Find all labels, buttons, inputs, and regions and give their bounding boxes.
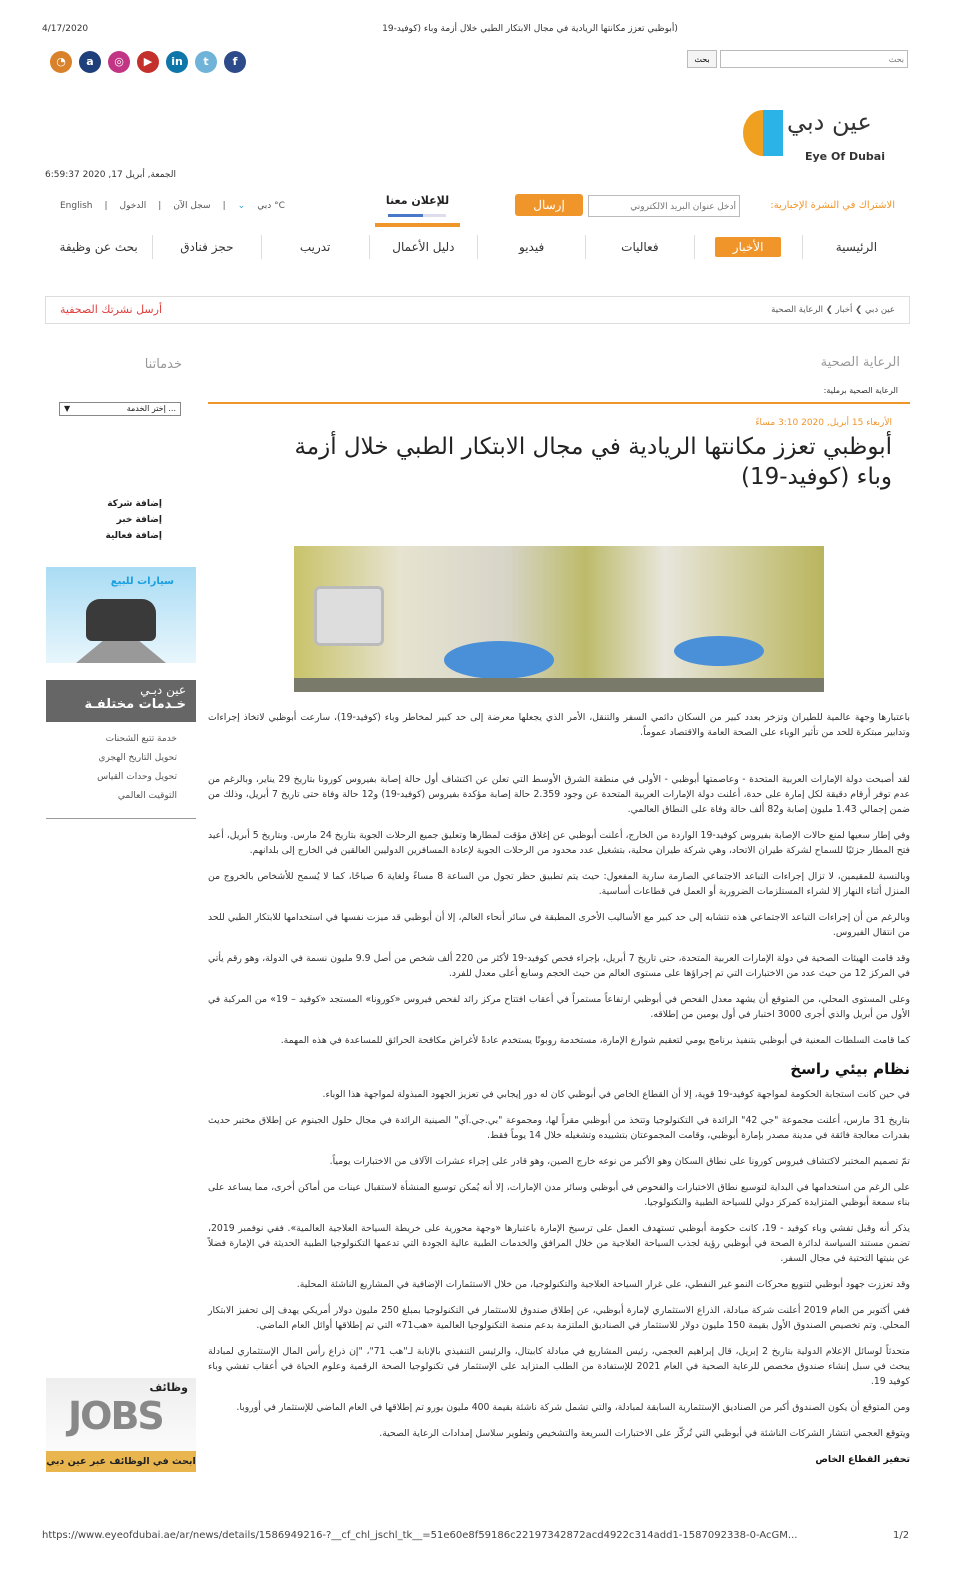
article-subhead-bold: تحفيز القطاع الخاص <box>815 1454 910 1465</box>
main-nav <box>45 232 910 262</box>
article-title: أبوظبي تعزز مكانتها الريادية في مجال الابتكار الطبي خلال أزمة وباء (كوفيد-19) <box>294 434 892 490</box>
send-release-link[interactable]: أرسل نشرتك الصحفية <box>60 303 163 316</box>
search-input[interactable] <box>720 50 908 68</box>
section-title: الرعاية الصحية <box>820 355 900 370</box>
article-paragraph: وفي إطار سعيها لمنع حالات الإصابة بفيروس كوفيد-19 الواردة من الخارج، أعلنت أبوظبي عن إغلاق مؤقت لمطارها وتعليق جميع الرحلات الجوية بتاريخ 24 مارس. وبتاريخ 5 أبريل، أعيد فتح المطار جزئيًا للسماح لشركة طيران الاتحاد، وهي شركة طيران محلية، بتشغيل عدد محدود من الرحلات الجوية لإعادة المسافرين الدوليين العالقين في الخارج إلى بلدانهم. <box>208 830 910 856</box>
rss-icon[interactable]: ◔ <box>50 51 72 73</box>
service-select[interactable]: ▼ إختر الخدمة ... <box>59 402 181 416</box>
english-link[interactable]: English <box>60 201 93 211</box>
sidebar-divider <box>46 818 196 819</box>
newsletter-label: الاشتراك في النشرة الإخبارية: <box>770 200 895 211</box>
services-list <box>60 730 177 806</box>
car-icon <box>86 599 156 641</box>
article-paragraph: تمّ تصميم المختبر لاكتشاف فيروس كورونا على نطاق السكان وهو الأكبر من نوعه خارج الصين، وهو قادر على إجراء عشرات الآلاف من الاختبارات يومياً. <box>329 1156 910 1167</box>
nav-home[interactable]: الرئيسية <box>802 235 910 259</box>
advertise-underline <box>375 223 460 227</box>
article-paragraph: لقد أصبحت دولة الإمارات العربية المتحدة - وعاصمتها أبوظبي - الأولى في منطقة الشرق الأوسط التي تعلن عن اكتشاف أول حالة إصابة بفيروس كورونا بتاريخ 29 يناير، وبالرغم من عدم توفر أرقام دقيقة لكل إمارة على حدة، أعلنت دولة الإمارات العربية المتحدة عن وجود 2.359 حالة إصابة مؤكدة بفيروس (كوفيد-19) و12 حالة وفاة حتى تاريخ 7 أبريل، وذلك من ضمن إجمالي 1.43 مليون إصابة و82 ألف حالة وفاة على النطاق العالمي. <box>208 774 910 815</box>
services-title: خدماتنا <box>144 357 182 372</box>
article-paragraph: في حين كانت استجابة الحكومة لمواجهة كوفيد-19 قوية، إلا أن القطاع الخاص في أبوظبي كان له دور إيجابي في تعزيز الجهود المبذولة لمواجهة هذا الوباء. <box>322 1089 910 1100</box>
twitter-icon[interactable]: t <box>195 51 217 73</box>
article-paragraph: ويتوقع العجمي انتشار الشركات الناشئة في أبوظبي التي تُركّز على الاختبارات السريعة والتشخيص وتطوير سلاسل إمدادات الرعاية الصحية. <box>379 1428 910 1439</box>
article-paragraph: وقد تعززت جهود أبوظبي لتنويع محركات النمو غير النفطي، على غرار السياحة العلاجية والتكنولوجيا، من خلال الاستثمارات الإضافية في المشاريع الناشئة المحلية. <box>296 1279 910 1290</box>
section-divider <box>208 402 910 404</box>
article-paragraph: كما قامت السلطات المعنية في أبوظبي بتنفيذ برنامج يومي لتعقيم شوارع الإمارة، مستخدمة روبوتًا يستخدم عادةً لأغراض مكافحة الحرائق للمساعدة في هذه المهمة. <box>280 1035 910 1046</box>
article-paragraph: على الرغم من استخدامها في البداية لتوسيع نطاق الاختبارات والفحوص في أبوظبي وسائر مدن الإمارات، إلا أنه يُمكن توسيع المنشأة لاستقبال عينات من أماكن أخرى، مما يساعد على بناء سمعة أبوظبي المتزايدة كمركز دولي للسياحة الطبية والتكنولوجيا. <box>208 1182 910 1208</box>
print-date: 4/17/2020 <box>42 24 89 34</box>
advertise-link[interactable]: للإعلان معنا <box>385 194 450 207</box>
hijri-date-link[interactable]: تحويل التاريخ الهجري <box>98 753 177 763</box>
a-icon[interactable]: a <box>79 51 101 73</box>
current-datetime: الجمعة, أبريل 17, 2020 6:59:37 <box>45 170 176 180</box>
register-link[interactable]: سجل الآن <box>173 201 211 211</box>
article-paragraph: يذكر أنه وقبل تفشي وباء كوفيد - 19، كانت حكومة أبوظبي تستهدف العمل على ترسيخ الإمارة باعتبارها «وجهة محورية على خريطة السياحة العلاجية العالمية». ففي نوفمبر 2019، تضمن مستند السياسة لدائرة الصحة في أبوظبي رؤية لجذب السياحة العلاجية من خلال المرافق والخدمات الطبية عالية الجودة التي تدعمها التكنولوجيا الطبية الحديثة في الإمارة فضلاً عن بنيتها التحتية في مجال السفر. <box>208 1223 910 1264</box>
nav-jobs[interactable]: بحث عن وظيفة <box>59 240 138 254</box>
add-company-link[interactable]: إضافة شركة <box>107 499 162 509</box>
chevron-down-icon[interactable]: ⌄ <box>237 201 246 211</box>
article-paragraph: وبالنسبة للمقيمين، لا تزال إجراءات التباعد الاجتماعي الصارمة سارية المفعول: حيث يتم تطبيق حظر تجول من الساعة 8 مساءً ولغاية 6 صباحًا، كما لا يُسمح للأشخاص بالخروج من المنزل أثناء النهار إلا لشراء المستلزمات الضرورية أو العمل في قطاعات أساسية. <box>208 871 910 897</box>
world-time-link[interactable]: التوقيت العالمي <box>117 791 177 801</box>
jobs-banner[interactable]: وظائف JOBS ابحث في الوظائف عبر عين دبي <box>46 1378 196 1472</box>
newsletter-email-input[interactable] <box>588 195 740 217</box>
section-subtitle: الرعاية الصحية برملية: <box>823 386 898 395</box>
article-date: الأربعاء 15 أبريل, 2020 3:10 مساءً <box>755 418 892 428</box>
article-paragraph: وقد قامت الهيئات الصحية في دولة الإمارات العربية المتحدة، حتى تاريخ 7 أبريل، بإجراء فحص كوفيد-19 لأكثر من 220 ألف شخص من أصل 9.9 مليون نسمة في الدولة، وهو رقم يأتي في المركز 12 من حيث عدد من الاختبارات التي تم إجراؤها على مستوى العالم من حيث الحجم وسابع أعلى معدل للفرد. <box>208 953 910 979</box>
breadcrumb-healthcare[interactable]: الرعاية الصحية <box>771 305 823 315</box>
weather: دبي °C <box>257 201 285 211</box>
article-paragraph: ومن المتوقع أن يكون الصندوق أكبر من الصناديق الإستثمارية السابقة لمبادلة، والتي تشمل شركة ناشئة بقيمة 400 مليون يورو تم إطلاقها في العام الماضي للإستثمار في أوروبا. <box>236 1402 910 1413</box>
article-paragraph: وعلى المستوى المحلي، من المتوقع أن يشهد معدل الفحص في أبوظبي ارتفاعاً مستمراً في أعقاب افتتاح مركز رائد لفحص فيروس «كورونا» المستجد «كوفيد – 19» من المركبة في الأول من أبريل والذي أجرى 3000 اختبار في أول يومين من إطلاقه. <box>208 994 910 1020</box>
linkedin-icon[interactable]: in <box>166 51 188 73</box>
breadcrumb-news[interactable]: أخبار <box>835 305 853 315</box>
youtube-icon[interactable]: ▶ <box>137 51 159 73</box>
jobs-graphic: JOBS <box>68 1394 163 1438</box>
article-paragraph: بتاريخ 31 مارس، أعلنت مجموعة "جي 42" الرائدة في التكنولوجيا وتتخذ من أبوظبي مقراً لها، ومجموعة "بي.جي.آي" الصينية الرائدة في مجال حلول الجينوم عن إطلاق مختبر حديث بقدرات معالجة فائقة في مدينة مصدر بإمارة أبوظبي، وقامت المجموعتان بتشييده وتشغيله خلال 14 يوماً فقط. <box>208 1115 910 1141</box>
top-links: English | الدخول | سجل الآن | ⌄ دبي °C <box>60 201 285 211</box>
article-paragraph: باعتبارها وجهة عالمية للطيران وتزخر بعدد كبير من السكان دائمي السفر والتنقل، الأمر الذي يجعلها معرضة إلى حد كبير لمخاطر وباء (كوفيد-19)، سارعت أبوظبي لاتخاذ إجراءات وتدابير مبتكرة للحد من تأثير الوباء على الصحة العامة والاقتصاد عموماً. <box>208 712 910 738</box>
search-button[interactable]: بحث <box>687 50 717 68</box>
services-banner: عين دبـي خـدمات مختلفـة <box>46 680 196 722</box>
logo-english: Eye Of Dubai <box>805 150 885 163</box>
nav-video[interactable]: فيديو <box>477 235 585 259</box>
cars-for-sale-banner[interactable]: سيارات للبيع <box>46 567 196 663</box>
facebook-icon[interactable]: f <box>224 51 246 73</box>
breadcrumb-bar <box>45 296 910 324</box>
add-event-link[interactable]: إضافة فعالية <box>105 531 162 541</box>
newsletter-send-button[interactable]: إرسال <box>515 194 583 216</box>
advertise-bar <box>388 214 446 217</box>
nav-business-directory[interactable]: دليل الأعمال <box>369 235 477 259</box>
shipment-tracking-link[interactable]: خدمة تتبع الشحنات <box>105 734 177 744</box>
article-paragraph: متحدثاً لوسائل الإعلام الدولية بتاريخ 2 إبريل، قال إبراهيم العجمي، رئيس المشاريع في مبادلة كابيتال، والرئيس التنفيذي بالإنابة لـ"هب 71"، "إن ذراع رأس المال الإستثماري لمبادلة يبحث في سبل إنشاء صندوق مخصص للرعاية الصحية في العام 2021 للإستفادة من الطلب المتزايد على الإستثمار في تكنولوجيا الصحة الرقمية وعلوم الحياة في أعقاب تفشي وباء كوفيد 19. <box>208 1346 910 1387</box>
logo[interactable] <box>725 98 905 168</box>
print-title: (أبوظبي تعزز مكانتها الريادية في مجال الابتكار الطبي خلال أزمة وباء (كوفيد-19 <box>382 24 678 34</box>
login-link[interactable]: الدخول <box>119 201 147 211</box>
nav-events[interactable]: فعاليات <box>585 235 693 259</box>
instagram-icon[interactable]: ◎ <box>108 51 130 73</box>
unit-converter-link[interactable]: تحويل وحدات القياس <box>97 772 177 782</box>
nav-news[interactable]: الأخبار <box>694 235 802 259</box>
nav-hotels[interactable]: حجز فنادق <box>152 235 260 259</box>
logo-arabic: عين دبي <box>787 108 872 136</box>
add-news-link[interactable]: إضافة خبر <box>116 515 162 525</box>
nav-training[interactable]: تدريب <box>261 235 369 259</box>
page-number: 1/2 <box>893 1530 910 1541</box>
article-body <box>208 710 910 1478</box>
add-links <box>60 496 162 544</box>
logo-eye-icon <box>743 110 783 156</box>
article-image <box>294 546 824 692</box>
breadcrumb-home[interactable]: عين دبي <box>864 305 895 315</box>
dropdown-arrow-icon: ▼ <box>64 404 71 413</box>
article-paragraph: وبالرغم من أن إجراءات التباعد الاجتماعي هذه تتشابه إلى حد كبير مع الأساليب الأخرى المطبقة في سائر أنحاء العالم، إلا أن أبوظبي قد ميزت نفسها في استخدامها للابتكار الطبي للحد من انتقال الفيروس. <box>208 912 910 938</box>
breadcrumb: عين دبي ❯ أخبار ❯ الرعاية الصحية <box>771 305 895 315</box>
social-links <box>50 50 253 73</box>
article-subheading: نظام بيئي راسخ <box>790 1060 910 1078</box>
print-url: https://www.eyeofdubai.ae/ar/news/details/1586949216-?__cf_chl_jschl_tk__=51e60e8f59186c22197342872acd4922c314add1-1587092338-0-AcGM... <box>42 1530 798 1541</box>
article-paragraph: ففي أكتوبر من العام 2019 أعلنت شركة مبادلة، الذراع الاستثماري لإمارة أبوظبي، عن إطلاق صندوق للاستثمار في التكنولوجيا بمبلغ 250 مليون دولار أمريكي يهدف إلى تحفيز الابتكار المحلي. وتم تخصيص الصندوق الأول بقيمة 150 مليون دولار للاستثمار في الصناديق الملتزمة بدعم منصة التكنولوجيا العالمية «هب71» التي تم إطلاقها أوائل العام الماضي. <box>208 1305 910 1331</box>
